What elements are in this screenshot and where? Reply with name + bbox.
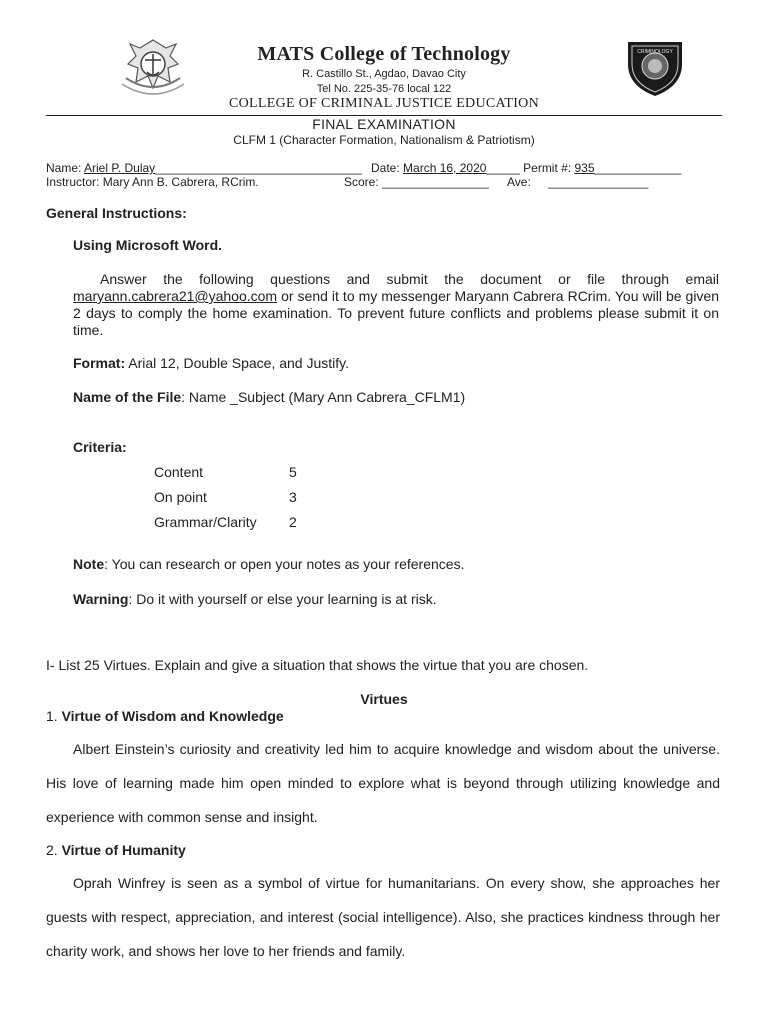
course-title: CLFM 1 (Character Formation, Nationalism & Patriotism) bbox=[233, 133, 535, 147]
virtues-heading: Virtues bbox=[360, 691, 408, 707]
college-name: MATS College of Technology bbox=[257, 43, 511, 65]
filename-label: Name of the File bbox=[73, 389, 182, 405]
criteria-points: 3 bbox=[289, 489, 297, 505]
warning-line bbox=[73, 591, 437, 607]
score-blank: ________________ bbox=[382, 175, 489, 189]
date-blank: _____ bbox=[486, 161, 520, 175]
email-link[interactable]: maryann.cabrera21@yahoo.com bbox=[73, 288, 278, 304]
date-permit-line bbox=[371, 161, 681, 175]
filename-line bbox=[73, 389, 465, 405]
instructions-heading: General Instructions: bbox=[46, 205, 187, 221]
instructions-text: Answer the following questions and submit the document or file through email bbox=[100, 271, 719, 287]
exam-title: FINAL EXAMINATION bbox=[312, 116, 456, 132]
virtue-title: Virtue of Humanity bbox=[61, 842, 186, 858]
virtue-text: Oprah Winfrey is seen as a symbol of virtue for humanitarians. On every show, she approaches her guests with respect, appreciation, and interest (social intelligence). Also, she practices kindness through her charity work, and shows her love to her friends and family. bbox=[46, 875, 720, 959]
criteria-item bbox=[154, 489, 297, 505]
permit-label: Permit #: bbox=[523, 161, 572, 175]
virtue-number: 1. bbox=[46, 708, 58, 724]
virtue-title: Virtue of Wisdom and Knowledge bbox=[61, 708, 284, 724]
question-line: I- List 25 Virtues. Explain and give a situation that shows the virtue that you are chosen. bbox=[46, 657, 589, 673]
criteria-points: 2 bbox=[289, 514, 297, 530]
instructor-label: Instructor: bbox=[46, 175, 100, 189]
virtue-title-line bbox=[46, 842, 186, 858]
format-line bbox=[73, 355, 349, 371]
instructions-text-continued: or send it to my messenger Maryann Cabrera RCrim. You will be given 2 days to comply the home examination. To prevent future conflicts and problems please submit it on time. bbox=[73, 288, 720, 338]
college-address: R. Castillo St., Agdao, Davao City bbox=[302, 68, 466, 80]
instructor-line bbox=[46, 175, 259, 189]
using-word-line: Using Microsoft Word. bbox=[73, 237, 223, 253]
filename-value: : Name _Subject (Mary Ann Cabrera_CFLM1) bbox=[181, 389, 466, 405]
score-line bbox=[344, 175, 489, 189]
permit-blank: _____________ bbox=[594, 161, 682, 175]
criteria-points: 5 bbox=[289, 464, 297, 480]
college-tel: Tel No. 225-35-76 local 122 bbox=[316, 83, 452, 95]
warning-label: Warning bbox=[73, 591, 129, 607]
format-value: Arial 12, Double Space, and Justify. bbox=[128, 355, 350, 371]
instructor-value: Mary Ann B. Cabrera, RCrim. bbox=[102, 175, 259, 189]
permit-value: 935 bbox=[574, 161, 595, 175]
virtue-paragraph bbox=[46, 732, 720, 834]
virtue-title-line bbox=[46, 708, 284, 724]
date-value: March 16, 2020 bbox=[403, 161, 487, 175]
format-label: Format: bbox=[73, 355, 126, 371]
instructions-paragraph bbox=[73, 271, 719, 339]
note-label: Note bbox=[73, 556, 105, 572]
virtue-paragraph bbox=[46, 866, 720, 968]
name-label: Name: bbox=[46, 161, 82, 175]
ave-blank: _______________ bbox=[548, 175, 649, 189]
score-label: Score: bbox=[344, 175, 379, 189]
name-value: Ariel P. Dulay bbox=[84, 161, 156, 175]
date-label: Date: bbox=[371, 161, 400, 175]
note-line bbox=[73, 556, 464, 572]
virtue-number: 2. bbox=[46, 842, 58, 858]
criteria-item bbox=[154, 514, 297, 530]
svg-text:CRIMINOLOGY: CRIMINOLOGY bbox=[637, 49, 673, 55]
ave-line bbox=[507, 175, 648, 189]
criteria-name: Grammar/Clarity bbox=[154, 514, 257, 530]
virtue-text: Albert Einstein’s curiosity and creativity led him to acquire knowledge and wisdom about the universe. His love of learning made him open minded to explore what is beyond through utilizing knowledge and experience with common sense and insight. bbox=[46, 741, 720, 825]
name-blank: _______________________________ bbox=[155, 161, 363, 175]
criteria-item bbox=[154, 464, 297, 480]
warning-value: : Do it with yourself or else your learning is at risk. bbox=[128, 591, 437, 607]
ave-label: Ave: bbox=[507, 175, 531, 189]
student-info-line bbox=[46, 161, 362, 175]
department-title: COLLEGE OF CRIMINAL JUSTICE EDUCATION bbox=[228, 96, 539, 111]
criteria-name: Content bbox=[154, 464, 204, 480]
criteria-heading: Criteria: bbox=[73, 439, 127, 455]
criteria-name: On point bbox=[154, 489, 207, 505]
note-value: : You can research or open your notes as your references. bbox=[104, 556, 465, 572]
